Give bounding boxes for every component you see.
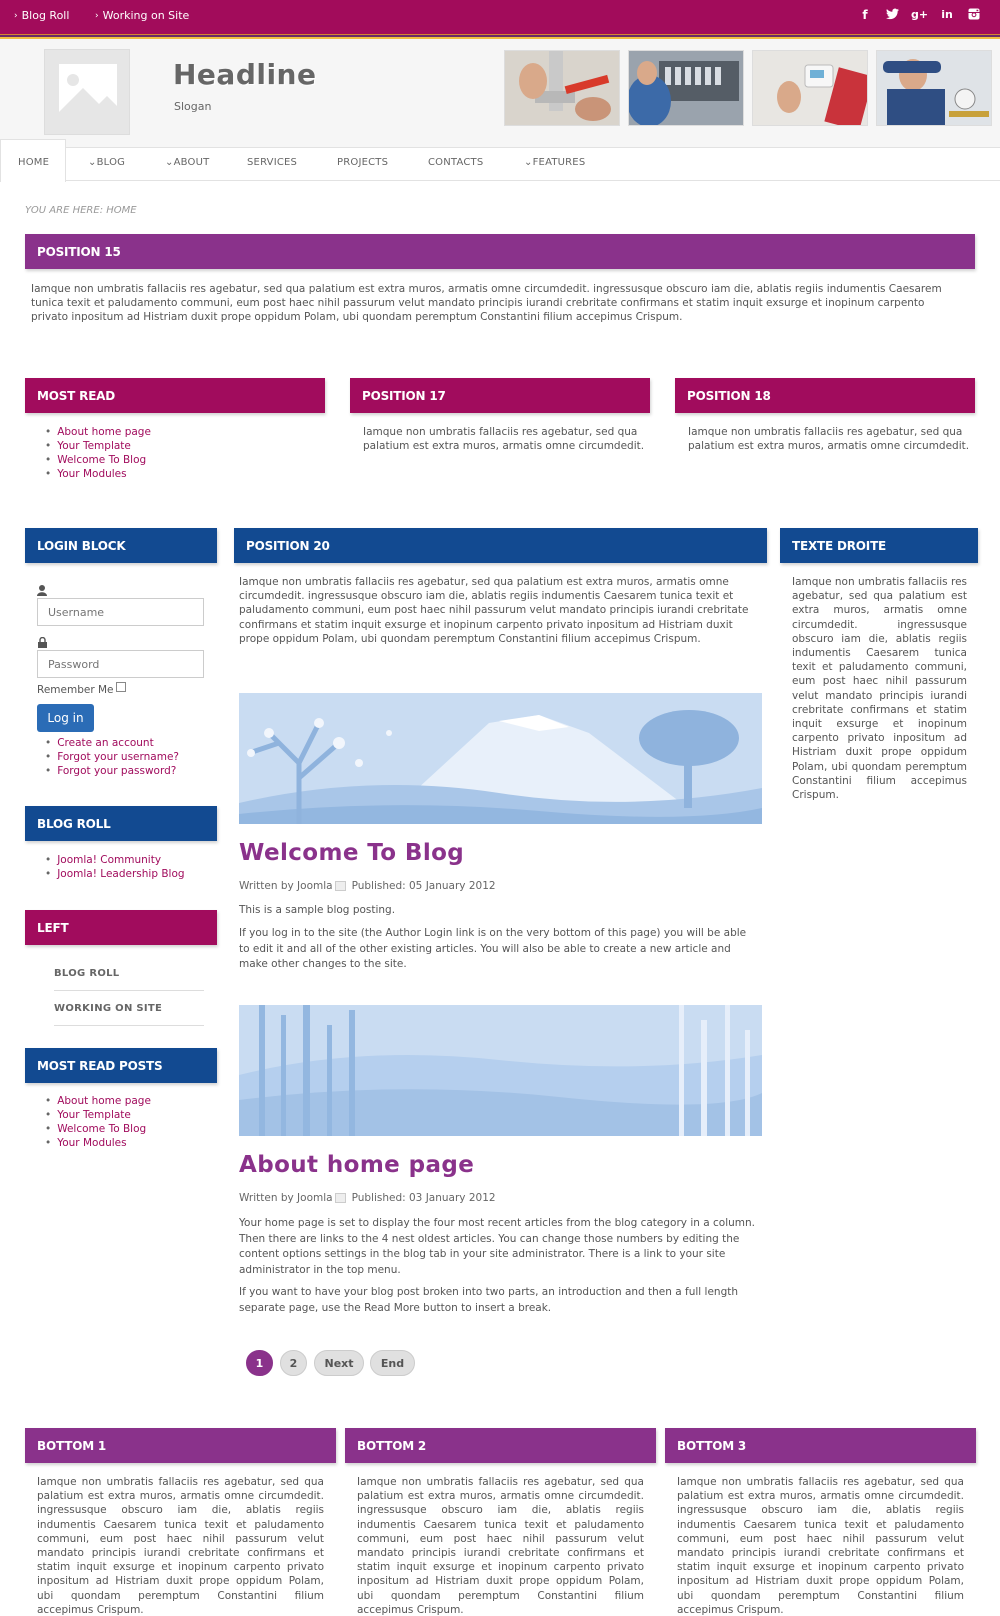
left-menu-header: LEFT — [25, 910, 217, 945]
list-item[interactable]: • About home page — [45, 1094, 151, 1108]
password-input[interactable] — [37, 650, 204, 678]
list-item[interactable]: • Joomla! Leadership Blog — [45, 867, 185, 881]
list-item[interactable]: • Your Modules — [45, 1136, 151, 1150]
logo-placeholder[interactable] — [44, 49, 130, 135]
position-17-text: Iamque non umbratis fallaciis res agebatur, sed qua palatium est extra muros, armatis omne circumdedit. — [363, 426, 645, 453]
list-item[interactable]: • Welcome To Blog — [45, 453, 151, 467]
facebook-icon[interactable]: f — [862, 8, 868, 22]
list-item[interactable]: • Your Template — [45, 439, 151, 453]
login-links — [45, 736, 179, 778]
site-headline[interactable]: Headline — [173, 58, 317, 91]
most-read-header: MOST READ — [25, 378, 325, 413]
pagination-end[interactable]: End — [370, 1350, 415, 1376]
article-1-title[interactable]: Welcome To Blog — [239, 840, 465, 866]
bottom-2-header: BOTTOM 2 — [345, 1428, 656, 1463]
linkedin-icon[interactable]: in — [941, 8, 953, 21]
position-20-header: POSITION 20 — [234, 528, 767, 563]
login-button[interactable]: Log in — [37, 704, 94, 732]
texte-droite-header: TEXTE DROITE — [780, 528, 978, 563]
calendar-icon — [335, 881, 346, 891]
list-item[interactable]: • Joomla! Community — [45, 853, 185, 867]
most-read-posts-list — [45, 1094, 151, 1150]
chevron-down-icon: ⌄ — [165, 157, 174, 168]
article-published-date: Published: 03 January 2012 — [351, 1192, 496, 1204]
image-placeholder-icon — [45, 50, 131, 136]
main-nav — [0, 147, 1000, 181]
google-plus-icon[interactable]: g+ — [911, 8, 929, 21]
username-input[interactable] — [37, 598, 204, 626]
pagination-page-2[interactable]: 2 — [280, 1350, 307, 1376]
nav-item-home[interactable]: HOME — [18, 157, 50, 168]
divider — [54, 990, 204, 991]
article-published-date: Published: 05 January 2012 — [351, 880, 496, 892]
top-link-working-on-site[interactable]: › Working on Site — [95, 9, 190, 22]
bottom-1-text: Iamque non umbratis fallaciis res agebatur, sed qua palatium est extra muros, armatis omne circumdedit. ingressusque obscuro iam die, ablatis regiis indumentis Caesarem tunica texit et paludamento communi, eum post haec nihil passurum velut mandato principis iurandi crebritate confirmans et statim inquit exsurge et inopinum carpento privato inpositum ad Histriam duxit prope oppidum Polam, ubi quondam peremptum Constantini filium accepimus Crispum. — [37, 1476, 324, 1616]
header-photo-electrical — [628, 50, 744, 126]
login-block-header: LOGIN BLOCK — [25, 528, 217, 563]
nav-item-about[interactable]: ⌄ABOUT — [165, 157, 210, 168]
chevron-down-icon: ⌄ — [524, 157, 533, 168]
article-2-meta — [239, 1192, 496, 1204]
article-1-image — [239, 693, 762, 824]
nav-item-blog[interactable]: ⌄BLOG — [88, 157, 126, 168]
pagination-next[interactable]: Next — [314, 1350, 364, 1376]
left-menu-item-blog-roll[interactable]: BLOG ROLL — [54, 968, 120, 979]
left-menu-item-working-on-site[interactable]: WORKING ON SITE — [54, 1003, 163, 1014]
nav-item-contacts[interactable]: CONTACTS — [428, 157, 484, 168]
blog-roll-header: BLOG ROLL — [25, 806, 217, 841]
twitter-icon[interactable] — [884, 8, 900, 23]
list-item[interactable]: • Welcome To Blog — [45, 1122, 151, 1136]
nav-item-features[interactable]: ⌄FEATURES — [524, 157, 586, 168]
list-item[interactable]: • Your Modules — [45, 467, 151, 481]
article-2-title[interactable]: About home page — [239, 1152, 475, 1178]
bottom-3-header: BOTTOM 3 — [665, 1428, 976, 1463]
most-read-posts-header: MOST READ POSTS — [25, 1048, 217, 1083]
header-photo-gas-meter — [876, 50, 992, 126]
position-18-text: Iamque non umbratis fallaciis res agebatur, sed qua palatium est extra muros, armatis omne circumdedit. — [688, 426, 970, 453]
blog-roll-list — [45, 853, 185, 881]
breadcrumb: YOU ARE HERE: HOME — [25, 205, 137, 216]
position-15-header: POSITION 15 — [25, 234, 975, 269]
nav-item-services[interactable]: SERVICES — [247, 157, 298, 168]
article-author: Written by Joomla — [239, 1192, 333, 1204]
article-2-para: Your home page is set to display the four most recent articles from the blog category in a column. Then there are links to the 4 nest oldest articles. You can change those numbers by editing the content options settings in the blog tab in your site administrator. There is a link to your site administrator in the top menu. — [239, 1217, 756, 1276]
article-author: Written by Joomla — [239, 880, 333, 892]
position-15-text: Iamque non umbratis fallaciis res agebatur, sed qua palatium est extra muros, armatis omne circumdedit. ingressusque obscuro iam die, ablatis regiis indumentis Caesarem tunica texit et paludamento communi, eum post haec nihil passurum velut mandato principis iurandi crebritate confirmans et statim inquit exsurge et inopinum carpento privato inpositum ad Histriam duxit prope oppidum Polam, ubi quondam peremptum Constantini filium accepimus Crispum. — [31, 283, 942, 324]
lock-icon — [38, 637, 47, 651]
chevron-down-icon: ⌄ — [88, 157, 97, 168]
article-1-meta — [239, 880, 496, 892]
chevron-right-icon: › — [14, 10, 18, 21]
texte-droite-text: Iamque non umbratis fallaciis res agebatur, sed qua palatium est extra muros, armatis omne circumdedit. ingressusque obscuro iam die, ablatis regiis indumentis Caesarem tunica texit et paludamento communi, eum post haec nihil passurum velut mandato principis iurandi crebritate confirmans et statim inquit exsurge et inopinum carpento privato inpositum ad Histriam duxit prope oppidum Polam, ubi quondam peremptum Constantini filium accepimus Crispum. — [792, 576, 967, 802]
header-photo-plumbing — [504, 50, 620, 126]
calendar-icon — [335, 1193, 346, 1203]
most-read-list — [45, 425, 151, 481]
chevron-right-icon: › — [95, 10, 99, 21]
bottom-2-text: Iamque non umbratis fallaciis res agebatur, sed qua palatium est extra muros, armatis omne circumdedit. ingressusque obscuro iam die, ablatis regiis indumentis Caesarem tunica texit et paludamento communi, eum post haec nihil passurum velut mandato principis iurandi crebritate confirmans et statim inquit exsurge et inopinum carpento privato inpositum ad Histriam duxit prope oppidum Polam, ubi quondam peremptum Constantini filium accepimus Crispum. — [357, 1476, 644, 1616]
position-20-text: Iamque non umbratis fallaciis res agebatur, sed qua palatium est extra muros, armatis omne circumdedit. ingressusque obscuro iam die, ablatis regiis indumentis Caesarem tunica texit et paludamento communi, eum post haec nihil passurum velut mandato principis iurandi crebritate confirmans et statim inquit exsurge et inopinum carpento privato inpositum ad Histriam duxit prope oppidum Polam, ubi quondam peremptum Constantini filium accepimus Crispum. — [239, 576, 749, 645]
remember-me-label: Remember Me — [37, 684, 114, 696]
header-photo-thermostat — [752, 50, 868, 126]
article-1-para: If you log in to the site (the Author Login link is on the very bottom of this page) you will be able to edit it and all of the other existing articles. You will also be able to create a new article and make other changes to the site. — [239, 927, 747, 970]
position-18-header: POSITION 18 — [675, 378, 975, 413]
list-item[interactable]: • About home page — [45, 425, 151, 439]
forgot-password-link[interactable]: • Forgot your password? — [45, 764, 179, 778]
position-17-header: POSITION 17 — [350, 378, 650, 413]
remember-me-checkbox[interactable] — [116, 682, 126, 692]
user-icon — [37, 585, 47, 599]
bottom-3-text: Iamque non umbratis fallaciis res agebatur, sed qua palatium est extra muros, armatis omne circumdedit. ingressusque obscuro iam die, ablatis regiis indumentis Caesarem tunica texit et paludamento communi, eum post haec nihil passurum velut mandato principis iurandi crebritate confirmans et statim inquit exsurge et inopinum carpento privato inpositum ad Histriam duxit prope oppidum Polam, ubi quondam peremptum Constantini filium accepimus Crispum. — [677, 1476, 964, 1616]
list-item[interactable]: • Your Template — [45, 1108, 151, 1122]
top-link-blog-roll[interactable]: › Blog Roll — [14, 9, 70, 22]
bottom-1-header: BOTTOM 1 — [25, 1428, 336, 1463]
site-slogan: Slogan — [174, 100, 212, 113]
nav-item-projects[interactable]: PROJECTS — [337, 157, 389, 168]
divider — [54, 1025, 204, 1026]
instagram-icon[interactable] — [966, 8, 982, 23]
article-1-para: This is a sample blog posting. — [239, 904, 396, 916]
article-2-image — [239, 1005, 762, 1136]
forgot-username-link[interactable]: • Forgot your username? — [45, 750, 179, 764]
article-2-para: If you want to have your blog post broken into two parts, an introduction and then a full length separate page, use the Read More button to insert a break. — [239, 1286, 739, 1314]
pagination-page-1[interactable]: 1 — [246, 1350, 273, 1376]
create-account-link[interactable]: • Create an account — [45, 736, 179, 750]
